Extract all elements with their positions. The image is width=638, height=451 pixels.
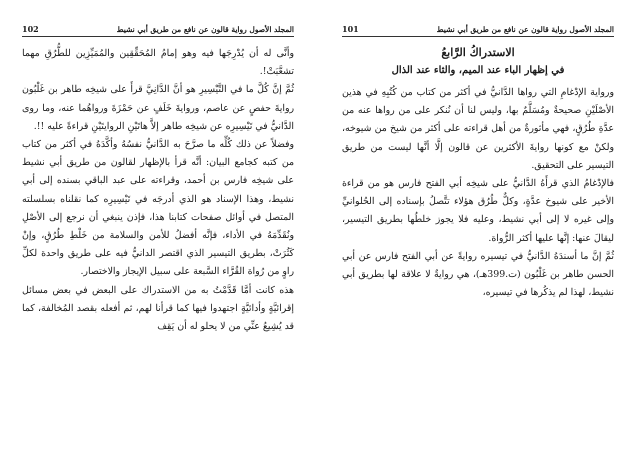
right-paragraph-2: فالإدْغامُ الذي قرأَهُ الدَّانيُّ على شيخِه أبي الفتح فارس هو من قراءة الأخير على شيوخ عدَّةٍ، وكلٌّ طُرُق هؤلاء تتَّصلُ بإسناده إلى الحُلوانيِّ وإلى غيره لا إلى أبي نشيط، وعليه فلا يجوز خلطُها بطريق التيسير، ليقالَ عنها: إنَّها عليها أكثر الرُّواة. (342, 178, 614, 244)
right-page (342, 24, 614, 444)
left-paragraph-2: ثُمَّ إنَّ كُلَّ ما في التَّيْسِيرِ هو أنَّ الدَّانِيَّ قرأَ على شيخِه طاهر بن غَلْبُون روايةَ حفصٍ عن عاصم، وروايةَ خَلَفٍ عن حَمْزَةَ ورواهُما عنه، وما روى الدَّانيُّ في تَيْسِيرِه عن شيخِه طاهر إلاَّ هاتَيْنِ الروايتَيْنِ قراءةً عليه !!. (22, 84, 294, 132)
left-page-number: 102 (22, 24, 39, 34)
right-running-header: المجلد الأصول رواية قالون عن نافع من طريق أبي نشيط (436, 25, 614, 34)
left-paragraph-3: وفضلاً عن ذلك كُلِّه ما صرَّحَ به الدَّانيُّ نفسُهُ وأكَّدَهُ في أكثر من كتاب من كتبه كجامع البيان: أنَّه قرأ بالإظهار لقالون من طريق أبي نشيط على شيخِه فارس بن أحمد، وقراءته على عبد الباقي بسنده إلى أبي نشيط، وهذا الإسناد هو الذي أدرجَه في تَيْسِيرِه كما نقلناه بسلسلته المتصل في أوائل صفحات كتابنا هذا، فإذن ينبغي أن نرجع إلى الأصْلِ ونُقَدِّمَهُ في الأداء، فإنَّه أفضلُ للأمن والسلامة من خَلْطِ طُرُقٍ، وإنْ كَثُرَتْ، بطريق التيسير الذي اقتصر الدانيُّ فيه على طريق واحدة لكلِّ راوٍ من رُواة القُرَّاء السَّبعة على سبيل الإيجاز والاختصار. (22, 139, 294, 278)
section-subtitle: في إظهار الباء عند الميم، والثاء عند الذال (391, 65, 565, 76)
right-paragraph-1: ورواية الإدْغامِ التي رواها الدَّانيُّ في أكثر من كتاب من كُتُبِهِ في هذين الأصْلَيْنِ صحيحةٌ ومُسَلَّمٌ بها، وليس لنا أن نُنكر على من رواها عنه من عدَّةِ طُرُقٍ، فهي مأثورةٌ من أهل قراءته على أكثر من شيخ من شيوخه، ولكنْ مع كونها روايةَ الأكثرين عن قالون إلَّا أنَّها ليست من طريق التيسير على التحقيق. (342, 87, 614, 171)
right-page-number: 101 (342, 24, 359, 34)
left-page-body (22, 45, 294, 336)
right-page-body (342, 84, 614, 302)
left-paragraph-4: هذه كانت أمَّا قَدَّمْتُ به من الاستدراك على البعض في بعض مسائل إقرائيَّةٍ وأدائيَّةٍ اجتهدوا فيها كما قرأنا لهم، ثم أفعله بقصد المُخالفة، كما قد يُشِيعُ عنِّي من لا يحلو له أن يَقِف (22, 284, 294, 333)
left-page-header (22, 24, 294, 37)
right-paragraph-3: ثُمَّ إنَّ ما أسندَهُ الدَّانيُّ في تيسيره روايةً عن أبي الفتح فارس عن أبي الحسن طاهر بن غَلْبُون (ت.399هـ)، هي روايةٌ لا علاقة لها بطريق أبي نشيط، لهذا لم يذكُرها في تيسيره، (342, 250, 615, 299)
left-page (22, 24, 294, 444)
right-page-header (342, 24, 614, 37)
section-title: الاستدراكُ الرَّابعُ (441, 46, 515, 59)
left-paragraph-1: وأنَّى له أن يُدْرِجَها فيه وهو إمامُ المُحَقِّقِين والمُمَيِّزِين للطُّرُقِ مهما تشعَّبَتْ!. (22, 48, 294, 78)
left-running-header: المجلد الأصول رواية قالون عن نافع من طريق أبي نشيط (116, 25, 294, 34)
